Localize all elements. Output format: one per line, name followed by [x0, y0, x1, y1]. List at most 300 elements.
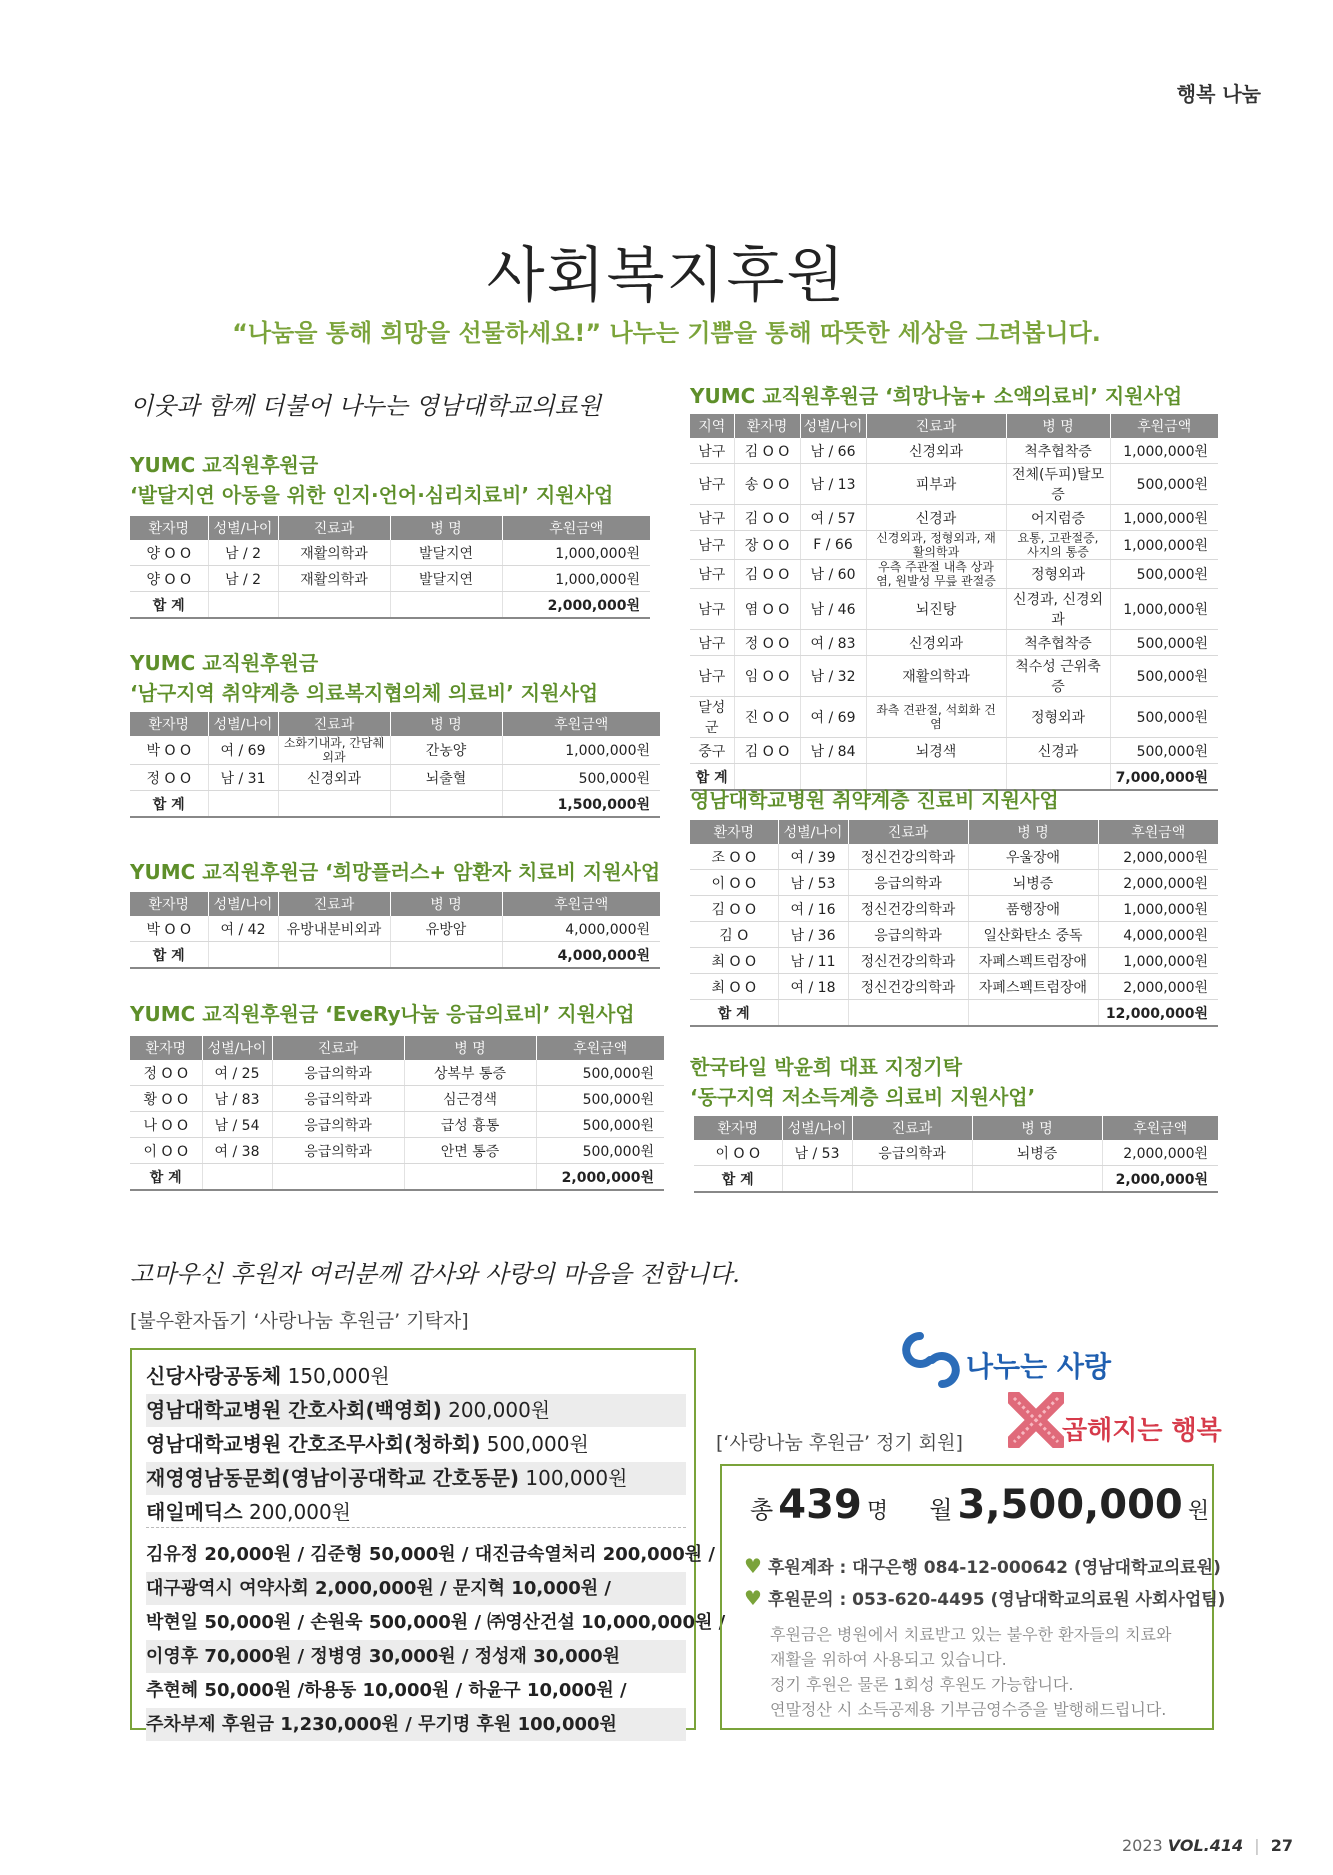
table-cell: 신경외과 — [866, 630, 1006, 656]
table-cell: 남 / 53 — [782, 1140, 852, 1166]
table-cell: 뇌병증 — [972, 1140, 1102, 1166]
column-header: 후원금액 — [502, 516, 650, 540]
table-cell: 응급의학과 — [852, 1140, 972, 1166]
column-header: 후원금액 — [502, 712, 660, 736]
table-cell: 남 / 54 — [202, 1112, 272, 1138]
table-cell: 최 O O — [690, 948, 778, 974]
column-header: 환자명 — [130, 1036, 202, 1060]
table-cell — [208, 592, 278, 619]
table-row — [690, 656, 1218, 697]
table-cell: 소화기내과, 간담췌외과 — [278, 736, 390, 765]
table-cell: 500,000원 — [1110, 656, 1218, 697]
table-cell — [404, 1164, 536, 1191]
table-t5 — [690, 414, 1218, 791]
donor-name: 재영영남동문회(영남이공대학교 간호동문) — [146, 1466, 520, 1490]
total-label: 합 계 — [130, 1164, 202, 1191]
table-cell: 이 O O — [130, 1138, 202, 1164]
column-header: 병 명 — [972, 1116, 1102, 1140]
table-cell: 여 / 69 — [208, 736, 278, 765]
table-cell: 정신건강의학과 — [848, 974, 968, 1000]
table-cell: 남 / 11 — [778, 948, 848, 974]
table-row — [130, 765, 660, 791]
left-heading: 이웃과 함께 더불어 나누는 영남대학교의료원 — [130, 392, 602, 420]
table-cell: 뇌출혈 — [390, 765, 502, 791]
table-cell — [272, 1164, 404, 1191]
table-cell: 여 / 38 — [202, 1138, 272, 1164]
monthly-amount: 3,500,000 — [957, 1482, 1183, 1528]
table-row — [690, 948, 1218, 974]
table-header-row — [690, 414, 1218, 438]
table-cell: 2,000,000원 — [1098, 974, 1218, 1000]
table-cell: 남 / 83 — [202, 1086, 272, 1112]
total-amount: 7,000,000원 — [1110, 764, 1218, 791]
donor-amount: 500,000원 — [480, 1432, 589, 1456]
total-label: 합 계 — [694, 1166, 782, 1193]
donor-amount: 150,000원 — [281, 1364, 390, 1388]
table-cell: 응급의학과 — [848, 870, 968, 896]
table-cell: 뇌진탕 — [866, 589, 1006, 630]
table-row — [690, 438, 1218, 464]
table-cell: 남 / 66 — [800, 438, 866, 464]
total-row — [130, 1164, 664, 1191]
table-cell: 500,000원 — [1110, 560, 1218, 589]
total-amount: 2,000,000원 — [536, 1164, 664, 1191]
table-row — [130, 916, 660, 942]
page-title: 사회복지후원 — [486, 241, 847, 311]
table-cell: 정형외과 — [1006, 560, 1110, 589]
column-header: 환자명 — [694, 1116, 782, 1140]
table-cell: 1,000,000원 — [502, 566, 650, 592]
logo-sharing-text: 나누는 사랑 — [966, 1350, 1111, 1383]
table-cell: 김 O O — [734, 505, 800, 531]
table-t6 — [690, 820, 1218, 1027]
total-row — [130, 592, 650, 619]
table-cell: 뇌경색 — [866, 738, 1006, 764]
total-row — [130, 791, 660, 818]
inquiry-line: ♥ 후원문의 : 053-620-4495 (영남대학교의료원 사회사업팀) — [744, 1586, 1226, 1610]
table-row — [130, 566, 650, 592]
table-cell: 신경외과, 정형외과, 재활의학과 — [866, 531, 1006, 560]
table-t2 — [130, 712, 660, 818]
table-cell: 전체(두피)탈모증 — [1006, 464, 1110, 505]
column-header: 성별/나이 — [208, 892, 278, 916]
table-cell: 1,000,000원 — [1098, 896, 1218, 922]
table-header-row — [694, 1116, 1218, 1140]
column-header: 진료과 — [272, 1036, 404, 1060]
table-cell: 500,000원 — [536, 1060, 664, 1086]
donor-line — [146, 1360, 686, 1393]
table-cell: 남구 — [690, 589, 734, 630]
donor-label: [불우환자돕기 ‘사랑나눔 후원금’ 기탁자] — [130, 1310, 469, 1332]
page-footer: 2023 VOL.414 | 27 — [1121, 1836, 1293, 1855]
table-cell: 신경과 — [1006, 738, 1110, 764]
thanks-heading: 고마우신 후원자 여러분께 감사와 사랑의 마음을 전합니다. — [130, 1260, 740, 1288]
table-cell: 남 / 36 — [778, 922, 848, 948]
table-cell: 우측 주관절 내측 상과염, 원발성 무릎 관절증 — [866, 560, 1006, 589]
table-cell — [390, 592, 502, 619]
table-cell: 김 O — [690, 922, 778, 948]
table-cell: 요통, 고관절증, 사지의 통증 — [1006, 531, 1110, 560]
table-cell: 여 / 18 — [778, 974, 848, 1000]
column-header: 후원금액 — [1098, 820, 1218, 844]
table-cell: 남 / 13 — [800, 464, 866, 505]
table-row — [690, 697, 1218, 738]
account-line: ♥ 후원계좌 : 대구은행 084-12-000642 (영남대학교의료원) — [744, 1554, 1221, 1578]
column-header: 병 명 — [404, 1036, 536, 1060]
donor-line — [146, 1496, 686, 1529]
table-t1 — [130, 516, 650, 619]
t4-title: YUMC 교직원후원금 ‘EveRy나눔 응급의료비’ 지원사업 — [130, 1002, 635, 1026]
table-cell: 응급의학과 — [272, 1138, 404, 1164]
donor-line — [146, 1462, 686, 1495]
table-cell: 남구 — [690, 438, 734, 464]
logo-sharing — [902, 1330, 960, 1394]
table-cell: 여 / 42 — [208, 916, 278, 942]
table-cell: 나 O O — [130, 1112, 202, 1138]
table-cell: 남구 — [690, 560, 734, 589]
table-cell: 양 O O — [130, 566, 208, 592]
table-cell: 500,000원 — [536, 1112, 664, 1138]
table-cell: 남 / 32 — [800, 656, 866, 697]
donor-line: 이영후 70,000원 / 정병영 30,000원 / 정성재 30,000원 — [146, 1640, 686, 1673]
table-cell: 재활의학과 — [866, 656, 1006, 697]
table-cell: 남 / 2 — [208, 540, 278, 566]
column-header: 환자명 — [130, 712, 208, 736]
column-header: 지역 — [690, 414, 734, 438]
table-cell: 안면 통증 — [404, 1138, 536, 1164]
column-header: 병 명 — [390, 892, 502, 916]
column-header: 성별/나이 — [202, 1036, 272, 1060]
table-cell: 500,000원 — [1110, 464, 1218, 505]
table-cell — [852, 1166, 972, 1193]
total-label: 합 계 — [130, 592, 208, 619]
donor-name: 영남대학교병원 간호조무사회(청하회) — [146, 1432, 481, 1456]
total-label: 합 계 — [690, 764, 734, 791]
table-cell: 이 O O — [690, 870, 778, 896]
table-cell: 신경외과 — [866, 438, 1006, 464]
table-row — [690, 844, 1218, 870]
table-row — [690, 464, 1218, 505]
column-header: 환자명 — [734, 414, 800, 438]
logo-happiness — [1008, 1392, 1064, 1452]
table-row — [690, 630, 1218, 656]
table-cell: 척추협착증 — [1006, 438, 1110, 464]
table-cell: 피부과 — [866, 464, 1006, 505]
column-header: 성별/나이 — [778, 820, 848, 844]
table-cell: 상복부 통증 — [404, 1060, 536, 1086]
table-cell: 2,000,000원 — [1098, 870, 1218, 896]
table-cell: 정신건강의학과 — [848, 948, 968, 974]
table-cell: 여 / 69 — [800, 697, 866, 738]
total-label: 합 계 — [690, 1000, 778, 1027]
total-row — [130, 942, 660, 969]
column-header: 환자명 — [130, 516, 208, 540]
column-header: 진료과 — [278, 892, 390, 916]
table-cell: 중구 — [690, 738, 734, 764]
donor-amount: 200,000원 — [242, 1500, 351, 1524]
table-cell: 남 / 31 — [208, 765, 278, 791]
heart-icon: ♥ — [744, 1586, 762, 1610]
donor-line: 추현혜 50,000원 /하용동 10,000원 / 하윤구 10,000원 / — [146, 1680, 627, 1701]
table-cell: 송 O O — [734, 464, 800, 505]
table-cell: 남구 — [690, 656, 734, 697]
table-cell — [208, 791, 278, 818]
table-row — [130, 1112, 664, 1138]
table-cell: 최 O O — [690, 974, 778, 1000]
donor-line — [146, 1394, 686, 1427]
table-cell: 정 O O — [130, 1060, 202, 1086]
column-header: 후원금액 — [1102, 1116, 1218, 1140]
column-header: 병 명 — [390, 516, 502, 540]
table-cell: 장 O O — [734, 531, 800, 560]
table-t7 — [694, 1116, 1218, 1193]
table-cell: 2,000,000원 — [1098, 844, 1218, 870]
sharing-logo-icon — [902, 1330, 960, 1390]
table-row — [690, 870, 1218, 896]
table-row — [130, 1138, 664, 1164]
t5-title: YUMC 교직원후원금 ‘희망나눔+ 소액의료비’ 지원사업 — [690, 384, 1183, 408]
table-cell — [778, 1000, 848, 1027]
table-cell: 유방내분비외과 — [278, 916, 390, 942]
column-header: 진료과 — [866, 414, 1006, 438]
section-label: 행복 나눔 — [1176, 82, 1261, 106]
member-label: [‘사랑나눔 후원금’ 정기 회원] — [716, 1432, 963, 1454]
table-cell: 500,000원 — [536, 1138, 664, 1164]
cross-stitch-icon — [1008, 1392, 1064, 1448]
table-cell: 황 O O — [130, 1086, 202, 1112]
donor-divider — [146, 1527, 686, 1528]
table-cell: 1,000,000원 — [1098, 948, 1218, 974]
table-header-row — [690, 820, 1218, 844]
total-amount: 4,000,000원 — [502, 942, 660, 969]
donor-line: 대구광역시 여약사회 2,000,000원 / 문지혁 10,000원 / — [146, 1572, 686, 1605]
t6-title: 영남대학교병원 취약계층 진료비 지원사업 — [690, 788, 1059, 812]
table-cell: 남구 — [690, 505, 734, 531]
table-row — [690, 974, 1218, 1000]
table-cell: 좌측 견관절, 석회화 건염 — [866, 697, 1006, 738]
table-cell: 뇌병증 — [968, 870, 1098, 896]
table-header-row — [130, 712, 660, 736]
table-header-row — [130, 892, 660, 916]
table-cell: 박 O O — [130, 916, 208, 942]
donor-amount: 100,000원 — [519, 1466, 628, 1490]
table-cell: 여 / 25 — [202, 1060, 272, 1086]
table-row — [130, 736, 660, 765]
logo-happiness-text: 곱해지는 행복 — [1062, 1416, 1222, 1446]
table-cell: 간농양 — [390, 736, 502, 765]
column-header: 후원금액 — [1110, 414, 1218, 438]
table-cell: 심근경색 — [404, 1086, 536, 1112]
table-cell — [390, 942, 502, 969]
table-cell — [202, 1164, 272, 1191]
table-cell: 응급의학과 — [272, 1112, 404, 1138]
table-cell: 여 / 39 — [778, 844, 848, 870]
table-cell: 남 / 60 — [800, 560, 866, 589]
donor-line: 주차부제 후원금 1,230,000원 / 무기명 후원 100,000원 — [146, 1708, 686, 1741]
total-label: 합 계 — [130, 791, 208, 818]
table-cell: 발달지연 — [390, 540, 502, 566]
table-cell: 일산화탄소 중독 — [968, 922, 1098, 948]
table-cell: 정신건강의학과 — [848, 896, 968, 922]
table-row — [690, 560, 1218, 589]
page-subtitle: “나눔을 통해 희망을 선물하세요!” 나누는 기쁨을 통해 따뜻한 세상을 그려봅니다. — [232, 319, 1101, 347]
table-row — [690, 531, 1218, 560]
column-header: 병 명 — [968, 820, 1098, 844]
heart-icon: ♥ — [744, 1554, 762, 1578]
column-header: 후원금액 — [502, 892, 660, 916]
table-cell: 정 O O — [734, 630, 800, 656]
table-cell: 김 O O — [734, 738, 800, 764]
donor-line — [146, 1428, 686, 1461]
table-row — [690, 738, 1218, 764]
table-cell: 김 O O — [734, 438, 800, 464]
member-notes: 후원금은 병원에서 치료받고 있는 불우한 환자들의 치료와 재활을 위하여 사용되고 있습니다. 정기 후원은 물론 1회성 후원도 가능합니다. 연말정산 시 소득공제용 기부금영수증을 발행해드립니다. — [770, 1625, 1172, 1719]
table-cell: 정형외과 — [1006, 697, 1110, 738]
table-cell: 품행장애 — [968, 896, 1098, 922]
table-row — [690, 505, 1218, 531]
table-cell — [208, 942, 278, 969]
total-amount: 1,500,000원 — [502, 791, 660, 818]
table-cell: 유방암 — [390, 916, 502, 942]
column-header: 진료과 — [278, 712, 390, 736]
table-cell: 남구 — [690, 464, 734, 505]
table-t3 — [130, 892, 660, 969]
table-cell: 박 O O — [130, 736, 208, 765]
t1-title: YUMC 교직원후원금 ‘발달지연 아동을 위한 인지·언어·심리치료비’ 지원사업 — [130, 453, 614, 507]
column-header: 성별/나이 — [208, 516, 278, 540]
table-cell: 응급의학과 — [848, 922, 968, 948]
table-cell: 임 O O — [734, 656, 800, 697]
table-cell: 여 / 57 — [800, 505, 866, 531]
table-cell: 발달지연 — [390, 566, 502, 592]
table-cell: 4,000,000원 — [1098, 922, 1218, 948]
table-t4 — [130, 1036, 664, 1191]
column-header: 성별/나이 — [782, 1116, 852, 1140]
total-amount: 2,000,000원 — [502, 592, 650, 619]
table-cell: 1,000,000원 — [502, 540, 650, 566]
page-number: 27 — [1270, 1836, 1293, 1855]
table-cell: 척수성 근위축증 — [1006, 656, 1110, 697]
table-row — [130, 1060, 664, 1086]
table-cell: 자폐스펙트럼장애 — [968, 948, 1098, 974]
table-cell: 2,000,000원 — [1102, 1140, 1218, 1166]
table-cell: 재활의학과 — [278, 540, 390, 566]
table-cell: 척추협착증 — [1006, 630, 1110, 656]
table-header-row — [130, 516, 650, 540]
table-cell: 남 / 2 — [208, 566, 278, 592]
total-row — [694, 1166, 1218, 1193]
member-count: 439 — [778, 1482, 862, 1528]
table-cell: 1,000,000원 — [502, 736, 660, 765]
table-cell: 신경과, 신경외과 — [1006, 589, 1110, 630]
donor-line: 김유정 20,000원 / 김준형 50,000원 / 대진금속열처리 200,000원 / — [146, 1544, 715, 1565]
table-cell: 어지럼증 — [1006, 505, 1110, 531]
table-row — [690, 589, 1218, 630]
table-cell: 재활의학과 — [278, 566, 390, 592]
table-cell: 조 O O — [690, 844, 778, 870]
table-cell — [278, 592, 390, 619]
table-row — [694, 1140, 1218, 1166]
table-cell: 500,000원 — [1110, 697, 1218, 738]
table-cell: 양 O O — [130, 540, 208, 566]
t2-title: YUMC 교직원후원금 ‘남구지역 취약계층 의료복지협의체 의료비’ 지원사업 — [130, 651, 599, 705]
donor-name: 신당사랑공동체 — [146, 1364, 282, 1388]
donor-amount: 200,000원 — [441, 1398, 551, 1422]
total-row — [690, 1000, 1218, 1027]
table-cell — [972, 1166, 1102, 1193]
t7-title: 한국타일 박윤희 대표 지정기탁 ‘동구지역 저소득계층 의료비 지원사업’ — [690, 1055, 1036, 1109]
table-cell: 정 O O — [130, 765, 208, 791]
member-summary: 총 439 명 월 3,500,000 원 — [750, 1482, 1210, 1528]
total-amount: 2,000,000원 — [1102, 1166, 1218, 1193]
table-cell: 우울장애 — [968, 844, 1098, 870]
column-header: 성별/나이 — [800, 414, 866, 438]
table-cell: 남구 — [690, 531, 734, 560]
table-cell — [782, 1166, 852, 1193]
column-header: 후원금액 — [536, 1036, 664, 1060]
table-row — [130, 540, 650, 566]
table-cell: 신경외과 — [278, 765, 390, 791]
column-header: 진료과 — [848, 820, 968, 844]
table-cell: 1,000,000원 — [1110, 531, 1218, 560]
table-cell — [848, 1000, 968, 1027]
table-cell: 진 O O — [734, 697, 800, 738]
table-cell: 남구 — [690, 630, 734, 656]
table-cell: 남 / 46 — [800, 589, 866, 630]
table-cell: 남 / 84 — [800, 738, 866, 764]
table-row — [130, 1086, 664, 1112]
table-cell: 정신건강의학과 — [848, 844, 968, 870]
table-cell: 500,000원 — [1110, 738, 1218, 764]
table-cell: 1,000,000원 — [1110, 505, 1218, 531]
table-cell: 염 O O — [734, 589, 800, 630]
table-cell: 김 O O — [690, 896, 778, 922]
column-header: 병 명 — [390, 712, 502, 736]
table-cell — [278, 942, 390, 969]
table-cell: 남 / 53 — [778, 870, 848, 896]
table-cell: 이 O O — [694, 1140, 782, 1166]
donor-line: 박현일 50,000원 / 손원욱 500,000원 / ㈜영산건설 10,000,000원 / — [146, 1612, 726, 1633]
table-cell: 500,000원 — [1110, 630, 1218, 656]
total-label: 합 계 — [130, 942, 208, 969]
table-cell: F / 66 — [800, 531, 866, 560]
table-cell: 500,000원 — [536, 1086, 664, 1112]
table-row — [690, 896, 1218, 922]
table-cell — [278, 791, 390, 818]
donor-name: 영남대학교병원 간호사회(백영회) — [146, 1398, 442, 1422]
column-header: 진료과 — [852, 1116, 972, 1140]
table-header-row — [130, 1036, 664, 1060]
table-cell: 신경과 — [866, 505, 1006, 531]
column-header: 병 명 — [1006, 414, 1110, 438]
table-cell: 500,000원 — [502, 765, 660, 791]
table-cell: 응급의학과 — [272, 1086, 404, 1112]
column-header: 성별/나이 — [208, 712, 278, 736]
table-cell: 1,000,000원 — [1110, 589, 1218, 630]
total-amount: 12,000,000원 — [1098, 1000, 1218, 1027]
table-cell: 급성 흉통 — [404, 1112, 536, 1138]
table-cell: 달성군 — [690, 697, 734, 738]
column-header: 환자명 — [130, 892, 208, 916]
t3-title: YUMC 교직원후원금 ‘희망플러스+ 암환자 치료비 지원사업 — [130, 860, 661, 884]
column-header: 진료과 — [278, 516, 390, 540]
column-header: 환자명 — [690, 820, 778, 844]
table-row — [690, 922, 1218, 948]
table-cell — [968, 1000, 1098, 1027]
table-cell: 여 / 16 — [778, 896, 848, 922]
table-cell: 김 O O — [734, 560, 800, 589]
table-cell — [390, 791, 502, 818]
